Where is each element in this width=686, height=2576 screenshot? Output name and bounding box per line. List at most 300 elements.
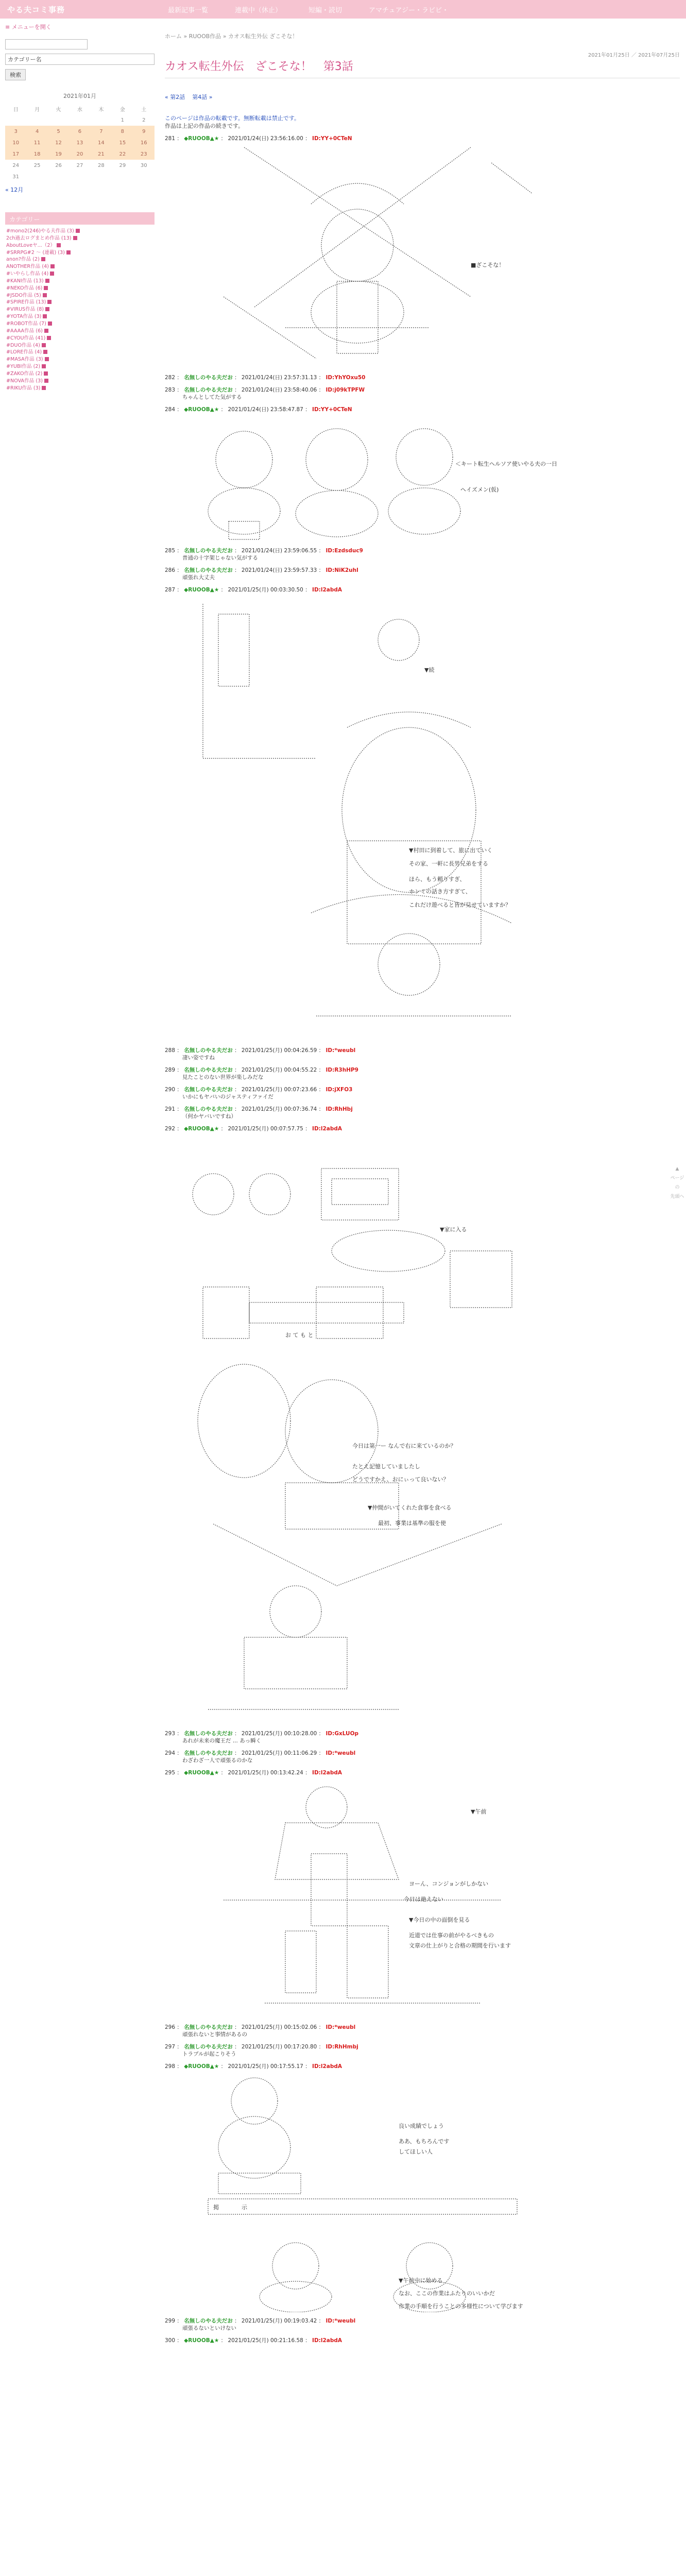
post-header: 282 ： 名無しのやる夫だお ： 2021/01/24(日) 23:57:31.13 ： ID:YhYOxu50 (165, 375, 366, 381)
category-item[interactable]: #NOVA作品 (3) (6, 378, 153, 385)
post-num[interactable]: 285 (165, 548, 176, 554)
post-id: ID:RhHbj (325, 1106, 353, 1112)
calendar-day[interactable]: 16 (133, 137, 155, 148)
post-name: ◆RUOOB▲★ (184, 135, 219, 142)
post-name: 名無しのやる夫だお (184, 387, 233, 393)
thread-post (165, 374, 680, 381)
rss-icon (73, 236, 77, 240)
calendar-day (112, 171, 133, 182)
post-num[interactable]: 297 (165, 2044, 176, 2050)
aa-caption: 近道では仕事の前がやるべきもの (409, 1932, 494, 1939)
post-name: 名無しのやる夫だお (184, 2024, 233, 2030)
post-name: ◆RUOOB▲★ (184, 406, 219, 413)
calendar-day[interactable]: 15 (112, 137, 133, 148)
category-item[interactable]: #SPIRE作品 (13) (6, 299, 153, 306)
post-num[interactable]: 293 (165, 1731, 176, 1737)
calendar-day[interactable]: 8 (112, 126, 133, 137)
post-body: 頑張るないといけない (182, 2325, 236, 2331)
post-id: ID:l2abdA (312, 2337, 342, 2344)
rss-icon (43, 350, 47, 354)
post-name: ◆RUOOB▲★ (184, 2063, 219, 2070)
post-date: 2021/01/24(日) 23:56:16.00 (228, 135, 303, 142)
calendar-day[interactable]: 22 (112, 148, 133, 160)
post-id: ID:GxLUOp (325, 1731, 359, 1737)
post-id: ID:YhYOxu50 (325, 375, 366, 381)
rss-icon (44, 286, 48, 290)
thread-post (165, 406, 680, 542)
search-input[interactable] (5, 39, 88, 49)
aa-illustration (182, 2070, 543, 2312)
aa-caption: ホンミの話き方すぎて、 (409, 888, 471, 895)
nav-item-latest[interactable]: 最新記事一覧 (168, 6, 209, 14)
calendar-day (91, 114, 112, 126)
post-body: ちゃんとしてた気がする (182, 394, 242, 400)
post-num[interactable]: 292 (165, 1126, 176, 1132)
post-name: ◆RUOOB▲★ (184, 2337, 219, 2344)
post-name: 名無しのやる夫だお (184, 1067, 233, 1073)
post-date: 2021/01/25(月) 00:10:28.00 (241, 1731, 317, 1737)
aa-stroke (249, 1174, 290, 1215)
aa-stroke (275, 1823, 399, 1879)
aa-stroke (218, 614, 249, 686)
aa-stroke (332, 1230, 445, 1272)
menu-toggle[interactable]: ≡ メニューを開く (5, 24, 52, 30)
post-date: 2021/01/25(月) 00:19:03.42 (241, 2318, 317, 2324)
calendar-day (133, 171, 155, 182)
category-item[interactable]: #いやらし作品 (4) (6, 270, 153, 278)
post-id: ID:RhHmbj (325, 2044, 358, 2050)
post-num[interactable]: 283 (165, 387, 176, 393)
thread-post (165, 2063, 680, 2312)
calendar-day[interactable]: 1 (121, 117, 124, 123)
category-item[interactable]: #SRRPG#2 〜 (連載) (3) (6, 249, 153, 257)
calendar-weekday: 火 (56, 107, 61, 113)
aa-caption: 文章の仕上がりと合格の期間を行います (409, 1942, 511, 1949)
aa-stroke (311, 1854, 347, 1926)
category-list (5, 225, 155, 395)
post-body: あれが未来の魔王だ ... あっ瞬く (182, 1738, 262, 1744)
aa-stroke (342, 727, 476, 892)
aa-stroke (272, 2243, 319, 2289)
intro-line: このページは作品の転載です。無断転載は禁止です。 (165, 115, 300, 122)
search-button[interactable]: 検索 (5, 69, 26, 80)
aa-stroke (347, 1926, 388, 1998)
calendar-day[interactable]: 17 (5, 148, 26, 160)
aa-stroke (203, 604, 316, 758)
calendar-weekday: 日 (13, 107, 19, 113)
aa-stroke (193, 1174, 234, 1215)
post-id: ID:j09kTPFW (325, 387, 365, 393)
aa-stroke (216, 431, 272, 488)
aa-stroke (337, 281, 378, 353)
post-header: 287 ： ◆RUOOB▲★ ： 2021/01/25(月) 00:03:30.50 ： ID:l2abdA (165, 587, 342, 593)
post-name: 名無しのやる夫だお (184, 567, 233, 573)
rss-icon (43, 314, 47, 318)
post-body: いかにもヤバいのジャスティファイだ (182, 1094, 274, 1100)
rss-icon (41, 257, 45, 261)
calendar-day[interactable]: 10 (5, 137, 26, 148)
post-id: ID:NiK2uhl (325, 567, 358, 573)
category-item[interactable]: anon?作品 (2) (6, 256, 153, 263)
aa-caption: ■ざこそな！ (471, 262, 505, 268)
post-date: 2021/01/25(月) 00:13:42.24 (228, 1770, 303, 1776)
post-date: 2021/01/24(日) 23:58:40.06 (241, 387, 317, 393)
thread-post (165, 1066, 680, 1081)
aa-illustration (182, 1776, 543, 2019)
category-item[interactable]: 2ch過去ログまとめ作品 (13) (6, 235, 153, 242)
post-date: 2021/01/25(月) 00:17:20.80 (241, 2044, 317, 2050)
calendar-day[interactable]: 11 (26, 137, 47, 148)
post-date: 2021/01/25(月) 00:07:36.74 (241, 1106, 317, 1112)
thread-post (165, 1769, 680, 2019)
aa-stroke (321, 1168, 399, 1220)
post-id: ID:YY+0CTeN (312, 406, 352, 413)
aa-illustration (182, 142, 543, 369)
post-header: 291 ： 名無しのやる夫だお ： 2021/01/25(月) 00:07:36.74 ： ID:RhHbj (165, 1106, 353, 1112)
category-item[interactable]: #ZAKO作品 (2) (6, 370, 153, 378)
rss-icon (42, 386, 46, 390)
calendar-weekday: 木 (98, 107, 104, 113)
category-item[interactable]: #CYOU作品 (41) (6, 335, 153, 342)
post-id: ID:l2abdA (312, 1770, 342, 1776)
rss-icon (43, 293, 47, 297)
aa-stroke (311, 281, 404, 343)
breadcrumb[interactable]: ホーム » RUOOB作品 » カオス転生外伝 ざこそな！ (165, 33, 298, 40)
calendar-day[interactable]: 29 (119, 162, 126, 168)
aa-caption: なお、ここの作業はふたりのいいかだ (399, 2290, 495, 2297)
rss-icon (50, 272, 54, 276)
post-date: 2021/01/25(月) 00:03:30.50 (228, 587, 303, 593)
calendar-day (5, 114, 26, 126)
calendar-day[interactable]: 12 (48, 137, 69, 148)
calendar-day[interactable]: 30 (140, 162, 147, 168)
post-id: ID:Ezdsduc9 (325, 548, 363, 554)
thread-post (165, 2043, 680, 2058)
rss-icon (66, 250, 71, 255)
nav-item-amateur[interactable]: アマチュアジー・ラビビ・ (369, 6, 449, 14)
aa-caption: 今日は第一ー なんで右に来ているのか？ (352, 1443, 456, 1449)
rss-icon (48, 321, 52, 326)
aa-caption: ▼午前 (471, 1808, 487, 1815)
post-id: ID:*weubl (325, 2024, 356, 2030)
category-item[interactable]: AboutLoveヤ...（2） (6, 242, 153, 249)
category-item[interactable]: #mono2(246)やる夫作品 (3) (6, 228, 153, 235)
post-id: ID:l2abdA (312, 587, 342, 593)
category-item[interactable]: #KANI作品 (13) (6, 278, 153, 285)
thread-post (165, 547, 680, 562)
calendar-day[interactable]: 4 (26, 126, 47, 137)
post-header: 284 ： ◆RUOOB▲★ ： 2021/01/24(日) 23:58:47.87 ： ID:YY+0CTeN (165, 406, 352, 413)
rss-icon (44, 379, 48, 383)
aa-stroke (388, 488, 460, 534)
post-body: 普通の十字架じゃない気がする (182, 555, 258, 561)
post-num[interactable]: 294 (165, 1750, 176, 1756)
aa-caption: ▼家に入る (440, 1226, 467, 1233)
aa-illustration (182, 413, 543, 542)
post-header: 281 ： ◆RUOOB▲★ ： 2021/01/24(日) 23:56:16.00 ： ID:YY+0CTeN (165, 135, 352, 142)
post-name: 名無しのやる夫だお (184, 548, 233, 554)
thread-post (165, 1125, 680, 1725)
aa-stroke (491, 163, 533, 194)
post-header: 289 ： 名無しのやる夫だお ： 2021/01/25(月) 00:04:55.22 ： ID:R3hHP9 (165, 1067, 358, 1073)
aa-stroke (285, 1931, 316, 1993)
aa-caption: 最初、事業は基準の服を使 (378, 1520, 446, 1527)
aa-caption: お て も と (285, 1332, 314, 1338)
rss-icon (50, 264, 55, 268)
calendar (5, 103, 155, 182)
post-num[interactable]: 286 (165, 567, 176, 573)
post-date: 2021/01/25(月) 00:11:06.29 (241, 1750, 317, 1756)
aa-caption: してほしい人 (399, 2148, 433, 2155)
rss-icon (76, 229, 80, 233)
aa-stroke (229, 521, 260, 539)
calendar-day[interactable]: 24 (12, 162, 20, 168)
calendar-day[interactable]: 6 (69, 126, 90, 137)
aa-caption: 今日は絶えない (404, 1896, 443, 1903)
calendar-day[interactable]: 21 (91, 148, 112, 160)
calendar-day (48, 114, 69, 126)
post-date: 2021/01/24(日) 23:59:06.55 (241, 548, 317, 554)
post-header: 286 ： 名無しのやる夫だお ： 2021/01/24(日) 23:59:57.33 ： ID:NiK2uhl (165, 567, 358, 573)
post-id: ID:*weubl (325, 1047, 356, 1054)
aa-caption: これだけ遊べると皆が見せていますか？ (409, 902, 511, 908)
aa-stroke (316, 1287, 383, 1338)
aa-caption: ▼午前中に始める (399, 2277, 443, 2284)
calendar-day[interactable]: 19 (48, 148, 69, 160)
aa-stroke (378, 619, 419, 660)
aa-illustration (182, 594, 543, 1042)
site-name[interactable]: やる夫コミ事務 (7, 5, 65, 14)
article-pager (165, 93, 680, 101)
post-name: 名無しのやる夫だお (184, 1047, 233, 1054)
aa-stroke (396, 429, 453, 485)
calendar-day[interactable]: 2 (142, 117, 146, 123)
post-name: 名無しのやる夫だお (184, 1087, 233, 1093)
thread-post (165, 1047, 680, 1061)
aa-stroke (203, 1287, 249, 1338)
aa-stroke (254, 147, 471, 307)
aa-art (182, 594, 543, 1042)
category-select[interactable]: カテゴリー名 (5, 54, 155, 65)
nav-item-serial[interactable]: 連載中（休止） (235, 6, 282, 14)
post-id: ID:*weubl (325, 2318, 356, 2324)
category-item[interactable]: #YUBI作品 (2) (6, 363, 153, 370)
aa-stroke (260, 2281, 332, 2312)
post-date: 2021/01/25(月) 00:15:02.06 (241, 2024, 317, 2030)
aa-stroke (306, 1787, 347, 1828)
aa-stroke (218, 2116, 290, 2178)
thread-post (165, 1086, 680, 1100)
post-header: 288 ： 名無しのやる夫だお ： 2021/01/25(月) 00:04:26.59 ： ID:*weubl (165, 1047, 356, 1054)
thread-post (165, 386, 680, 401)
category-item[interactable]: #AAAA作品 (6) (6, 328, 153, 335)
thread-post (165, 2024, 680, 2038)
post-date: 2021/01/25(月) 00:04:55.22 (241, 1067, 317, 1073)
hamburger-icon: ≡ (5, 24, 12, 30)
post-header: 292 ： ◆RUOOB▲★ ： 2021/01/25(月) 00:07:57.75 ： ID:l2abdA (165, 1126, 342, 1132)
rss-icon (44, 371, 48, 376)
post-num[interactable]: 291 (165, 1106, 176, 1112)
calendar-day[interactable]: 3 (5, 126, 26, 137)
rss-icon (57, 243, 61, 247)
calendar-day[interactable]: 23 (133, 148, 155, 160)
calendar-prev-month[interactable]: « 12月 (5, 187, 24, 193)
calendar-weekday: 水 (77, 107, 82, 113)
post-body: 凄い姿ですね (182, 1055, 215, 1061)
aa-stroke (244, 147, 471, 297)
rss-icon (44, 329, 48, 333)
aa-caption: ヘイズメン(仮) (460, 486, 499, 493)
category-item[interactable]: ANOTHER作品 (4) (6, 263, 153, 270)
post-num[interactable]: 299 (165, 2318, 176, 2324)
aa-caption: ああ、もちろんです (399, 2138, 450, 2145)
calendar-day (69, 171, 90, 182)
rss-icon (42, 343, 46, 347)
post-name: ◆RUOOB▲★ (184, 1126, 219, 1132)
post-name: 名無しのやる夫だお (184, 1750, 233, 1756)
post-body: 見たことのない世界が楽しみだな (182, 1074, 264, 1080)
calendar-day[interactable]: 5 (48, 126, 69, 137)
post-name: 名無しのやる夫だお (184, 375, 233, 381)
aa-caption: ▼村田に到着して、旅に出ていく (409, 847, 493, 854)
aa-art (182, 2070, 543, 2312)
post-id: ID:*weubl (325, 1750, 356, 1756)
thread-post (165, 2317, 680, 2332)
aa-stroke (311, 894, 512, 923)
calendar-title[interactable]: 2021年01月 (63, 93, 96, 99)
calendar-day (91, 171, 112, 182)
aa-stroke (231, 2078, 278, 2124)
post-header: 299 ： 名無しのやる夫だお ： 2021/01/25(月) 00:19:03.42 ： ID:*weubl (165, 2318, 356, 2324)
top-header (0, 0, 686, 19)
calendar-day[interactable]: 25 (33, 162, 41, 168)
post-body: （何かヤバいですね） (182, 1113, 236, 1120)
calendar-day[interactable]: 20 (69, 148, 90, 160)
post-id: ID:l2abdA (312, 1126, 342, 1132)
category-item[interactable]: #DUO作品 (4) (6, 342, 153, 349)
category-item[interactable]: #NEKO作品 (6) (6, 285, 153, 292)
calendar-day[interactable]: 28 (98, 162, 105, 168)
post-num[interactable]: 287 (165, 587, 176, 593)
calendar-day (26, 114, 47, 126)
aa-art (182, 413, 557, 542)
post-date: 2021/01/25(月) 00:17:55.17 (228, 2063, 303, 2070)
calendar-day (69, 114, 90, 126)
post-date: 2021/01/25(月) 00:04:26.59 (241, 1047, 317, 1054)
post-date: 2021/01/25(月) 00:07:57.75 (228, 1126, 303, 1132)
post-body: 頑張れないと事情があるの (182, 2031, 247, 2038)
calendar-day[interactable]: 27 (76, 162, 83, 168)
aa-stroke (450, 1251, 512, 1308)
calendar-day[interactable]: 26 (55, 162, 62, 168)
post-num[interactable]: 296 (165, 2024, 176, 2030)
calendar-day[interactable]: 31 (12, 174, 20, 180)
calendar-day[interactable]: 13 (69, 137, 90, 148)
post-name: 名無しのやる夫だお (184, 1106, 233, 1112)
page-title: カオス転生外伝 ざこそな！ 第3話 (165, 60, 353, 73)
next-article-link[interactable]: 第4話 » (192, 94, 213, 100)
intro-line: 作品は上記の作品の続きです。 (165, 123, 244, 129)
calendar-day[interactable]: 9 (133, 126, 155, 137)
rss-icon (47, 336, 51, 340)
category-item[interactable]: #LORE作品 (4) (6, 349, 153, 356)
post-date: 2021/01/25(月) 00:21:16.58 (228, 2337, 303, 2344)
aa-stroke (208, 2199, 517, 2214)
post-num[interactable]: 295 (165, 1770, 176, 1776)
post-num[interactable]: 288 (165, 1047, 176, 1054)
aa-stroke (198, 1364, 290, 1478)
left-sidebar (5, 19, 155, 2576)
calendar-day[interactable]: 18 (26, 148, 47, 160)
post-header: 285 ： 名無しのやる夫だお ： 2021/01/24(日) 23:59:06.55 ： ID:Ezdsduc9 (165, 548, 363, 554)
post-date: 2021/01/24(日) 23:59:57.33 (241, 567, 317, 573)
aa-caption: ヨーん、コンジョンがしかない (409, 1880, 489, 1887)
aa-illustration (182, 1132, 543, 1725)
rss-icon (45, 279, 49, 283)
article-intro (165, 114, 680, 130)
aa-stroke (270, 1586, 321, 1637)
post-date: 2021年01月25日 ／ 2021年07月25日 (588, 53, 680, 58)
category-item[interactable]: #VIRUS作品 (8) (6, 306, 153, 313)
calendar-day[interactable]: 14 (91, 137, 112, 148)
calendar-day[interactable]: 7 (91, 126, 112, 137)
page-top-button[interactable]: ▲ ページ の 先頭へ (670, 1164, 685, 1208)
post-num[interactable]: 300 (165, 2337, 176, 2344)
post-header: 290 ： 名無しのやる夫だお ： 2021/01/25(月) 00:07:23.66 ： ID:jXFO3 (165, 1087, 353, 1093)
prev-article-link[interactable]: « 第2話 (165, 94, 185, 100)
category-item[interactable]: #ROBOT作品 (7) (6, 320, 153, 328)
aa-art (182, 1776, 543, 2019)
post-num[interactable]: 284 (165, 406, 176, 413)
thread-post (165, 586, 680, 1042)
rss-icon (45, 307, 49, 311)
global-nav (155, 5, 462, 14)
category-item[interactable]: #YOTA作品 (3) (6, 313, 153, 320)
category-item[interactable]: #JSDO作品 (5) (6, 292, 153, 299)
post-name: 名無しのやる夫だお (184, 2044, 233, 2050)
aa-caption: どうですかえ、おにぃって良いない？ (352, 1476, 449, 1483)
aa-stroke (378, 934, 440, 995)
post-num[interactable]: 282 (165, 375, 176, 381)
post-num[interactable]: 281 (165, 135, 176, 142)
post-num[interactable]: 289 (165, 1067, 176, 1073)
aa-stroke (347, 712, 471, 727)
aa-caption: ▼続 (424, 667, 435, 673)
post-num[interactable]: 298 (165, 2063, 176, 2070)
rss-icon (45, 357, 49, 361)
category-item[interactable]: #RIKU作品 (3) (6, 385, 153, 392)
aa-caption: 良い成績でしょう (399, 2123, 444, 2129)
post-id: ID:R3hHP9 (325, 1067, 358, 1073)
nav-item-short[interactable]: 短編・読切 (308, 6, 342, 14)
aa-stroke (332, 1179, 388, 1205)
aa-art (182, 142, 543, 369)
calendar-weekday: 月 (35, 107, 40, 113)
aa-stroke (208, 488, 280, 534)
calendar-weekday: 金 (119, 107, 125, 113)
aa-art (182, 1132, 543, 1725)
rss-icon (42, 364, 46, 368)
post-num[interactable]: 290 (165, 1087, 176, 1093)
thread-post (165, 567, 680, 581)
post-header: 295 ： ◆RUOOB▲★ ： 2021/01/25(月) 00:13:42.24 ： ID:l2abdA (165, 1770, 342, 1776)
thread-post (165, 1106, 680, 1120)
aa-stroke (244, 1637, 347, 1689)
category-item[interactable]: #MASA作品 (3) (6, 356, 153, 363)
aa-caption: ほら、もう頼りすぎ、 (409, 876, 466, 883)
post-name: ◆RUOOB▲★ (184, 587, 219, 593)
post-header: 300 ： ◆RUOOB▲★ ： 2021/01/25(月) 00:21:16.58 ： ID:l2abdA (165, 2337, 342, 2344)
